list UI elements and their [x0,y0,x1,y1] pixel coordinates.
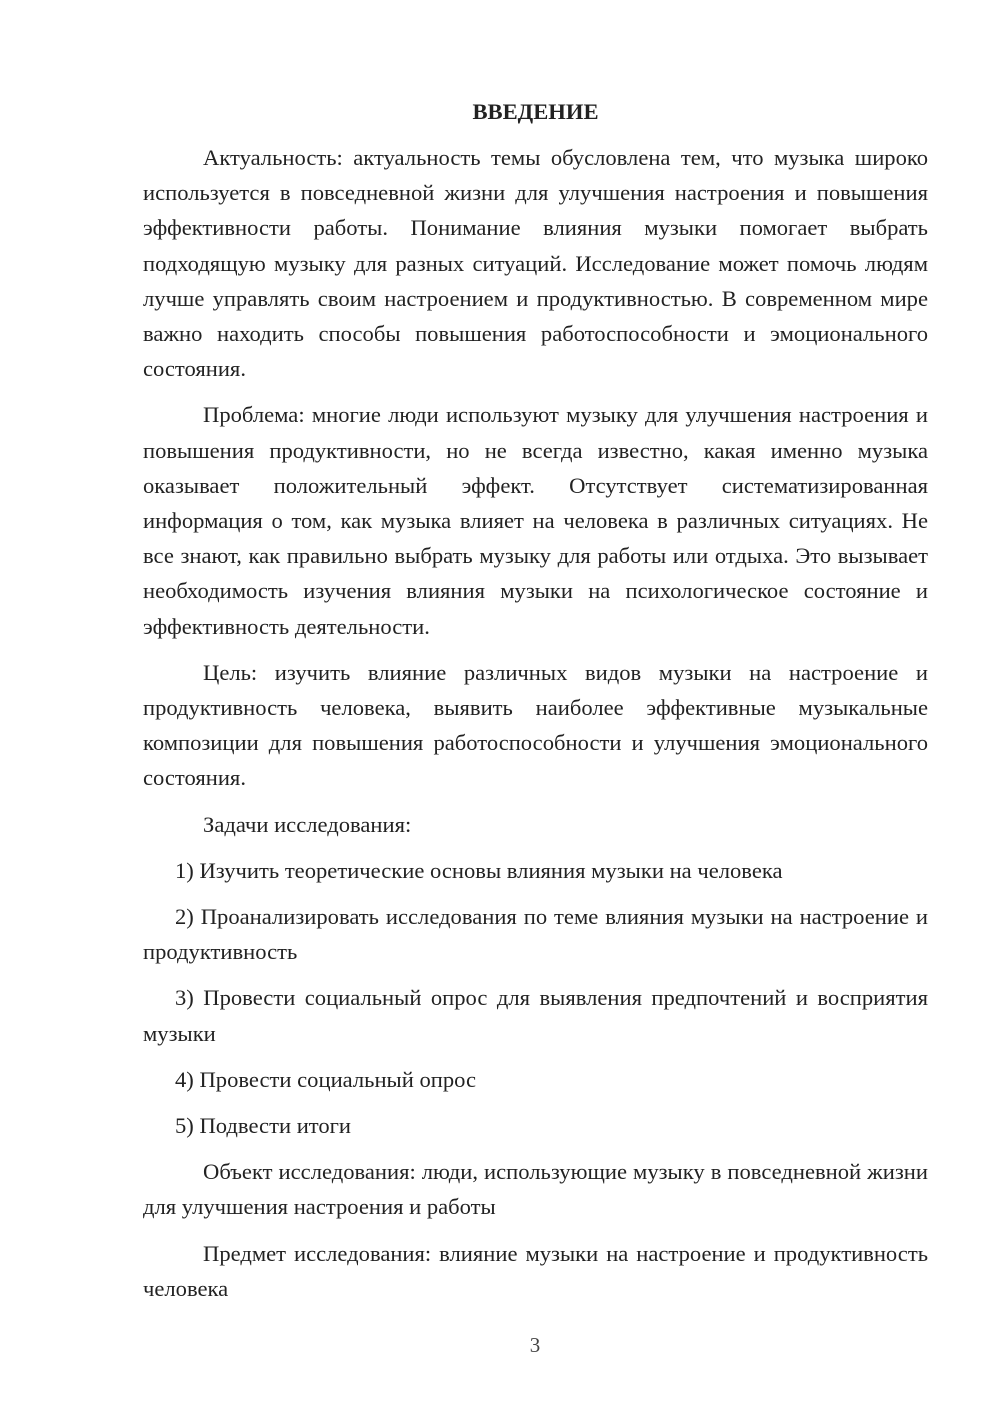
relevance-paragraph: Актуальность: актуальность темы обусловлена тем, что музыка широко используется в повседневной жизни для улучшения настроения и повышения эффективности работы. Понимание влияния музыки помогает выбрать подходящую музыку для разных ситуаций. Исследование может помочь людям лучше управлять своим настроением и продуктивностью. В современном мире важно находить способы повышения работоспособности и эмоционального состояния. [143,145,928,382]
goal-paragraph: Цель: изучить влияние различных видов музыки на настроение и продуктивность человека, выявить наиболее эффективные музыкальные композиции для повышения работоспособности и улучшения эмоционального состояния. [143,659,928,791]
page-number: 3 [529,1333,541,1357]
task-item: 3) Провести социальный опрос для выявления предпочтений и восприятия музыки [143,985,928,1046]
subject-paragraph: Предмет исследования: влияние музыки на настроение и продуктивность человека [143,1240,928,1301]
tasks-heading: Задачи исследования: [203,811,412,837]
object-paragraph: Объект исследования: люди, использующие музыку в повседневной жизни для улучшения настроения и работы [143,1159,928,1220]
section-title: ВВЕДЕНИЕ [472,99,599,124]
document-body [143,94,928,1317]
task-item: 2) Проанализировать исследования по теме влияния музыки на настроение и продуктивность [143,904,928,965]
task-item: 1) Изучить теоретические основы влияния музыки на человека [175,857,783,883]
task-item: 4) Провести социальный опрос [175,1066,477,1092]
task-item: 5) Подвести итоги [175,1113,352,1139]
problem-paragraph: Проблема: многие люди используют музыку для улучшения настроения и повышения продуктивности, но не всегда известно, какая именно музыка оказывает положительный эффект. Отсутствует систематизированная информация о том, как музыка влияет на человека в различных ситуациях. Не все знают, как правильно выбрать музыку для работы или отдыха. Это вызывает необходимость изучения влияния музыки на психологическое состояние и эффективность деятельности. [143,402,928,639]
